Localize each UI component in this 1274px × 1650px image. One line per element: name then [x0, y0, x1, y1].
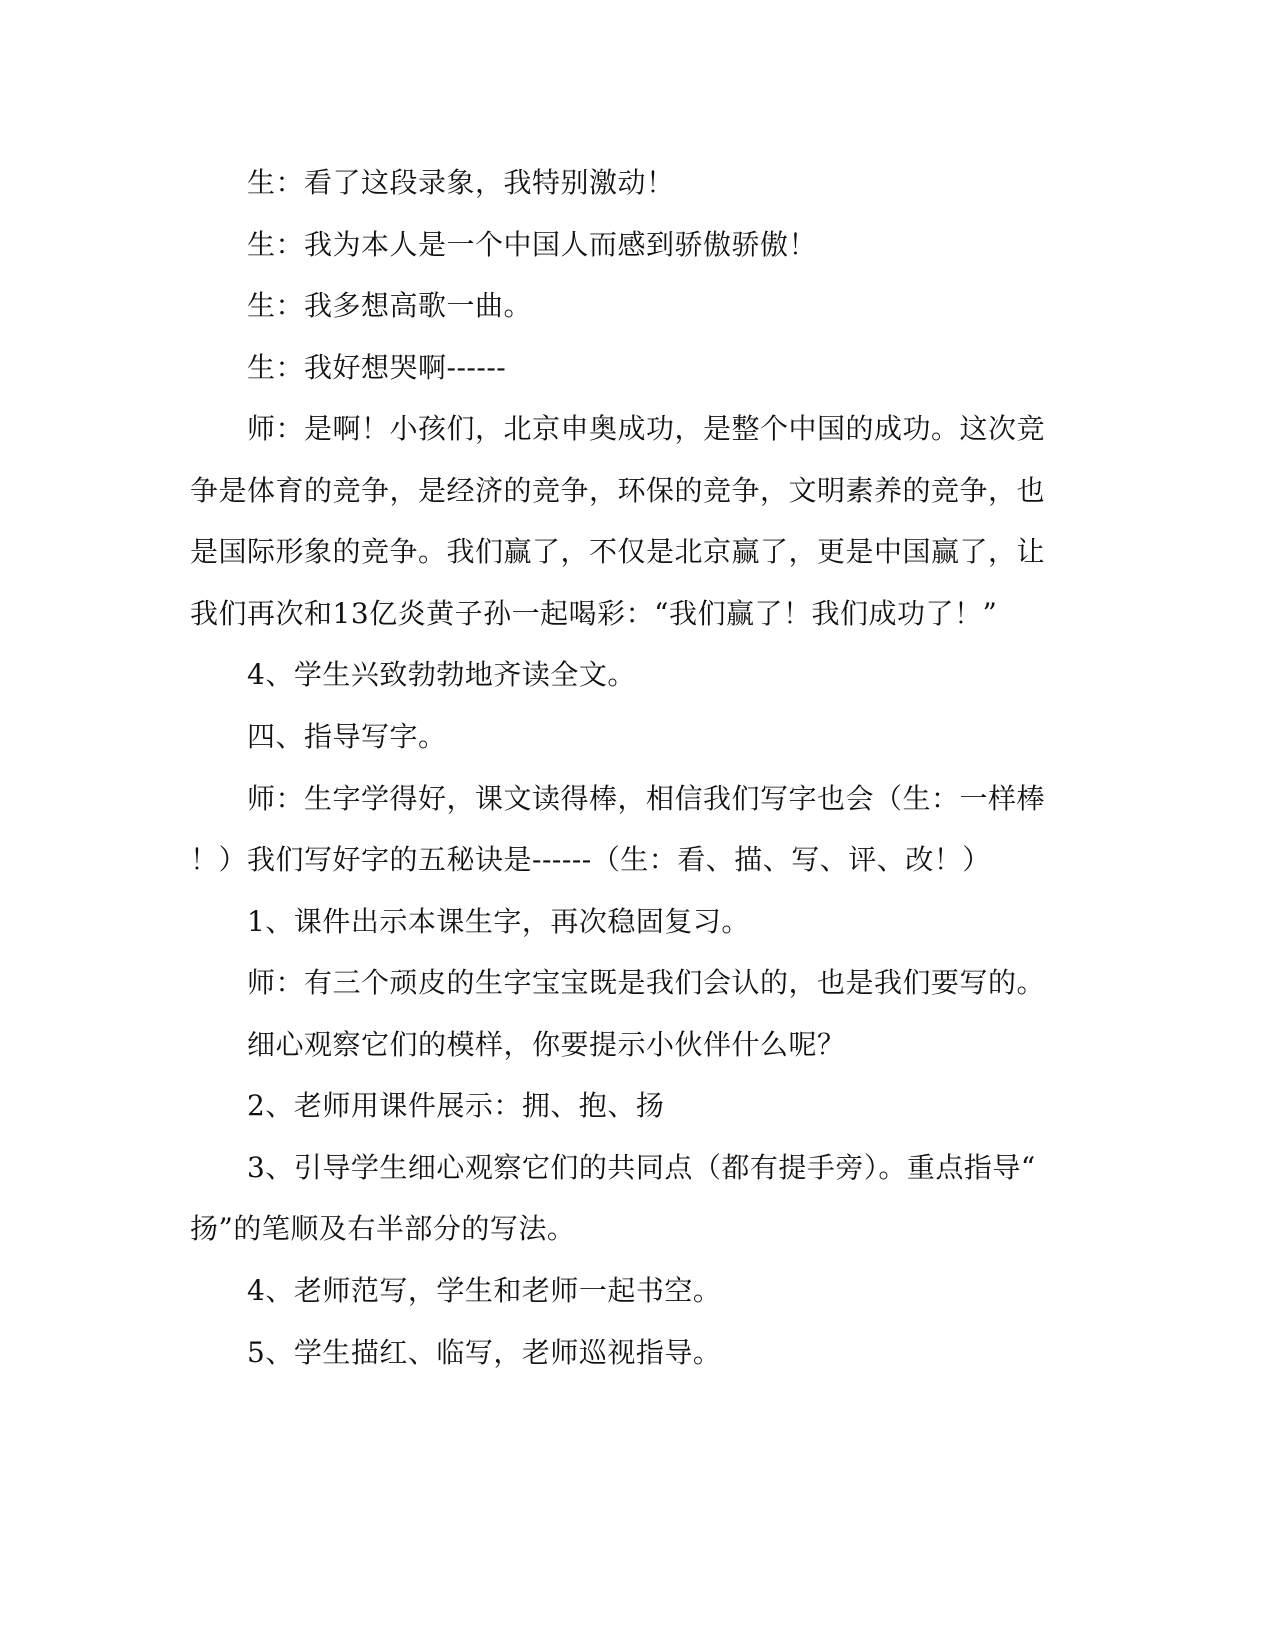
text-line-16: 2、老师用课件展示：拥、抱、扬 [247, 1089, 665, 1122]
text-line-6: 争是体育的竞争，是经济的竞争，环保的竞争，文明素养的竞争，也 [190, 474, 1046, 507]
text-line-7: 是国际形象的竞争。我们赢了，不仅是北京赢了，更是中国赢了，让 [190, 535, 1046, 568]
text-line-4: 生：我好想哭啊------ [247, 351, 507, 384]
text-line-14: 师：有三个顽皮的生字宝宝既是我们会认的，也是我们要写的。 [247, 966, 1046, 999]
text-line-9: 4、学生兴致勃勃地齐读全文。 [247, 658, 636, 691]
text-line-8: 我们再次和13亿炎黄子孙一起喝彩：“我们赢了！我们成功了！” [190, 597, 998, 630]
text-line-12: ！）我们写好字的五秘诀是------（生：看、描、写、评、改！） [190, 843, 991, 876]
text-line-1: 生：看了这段录象，我特别激动！ [247, 166, 675, 199]
text-line-20: 5、学生描红、临写，老师巡视指导。 [247, 1336, 722, 1369]
text-line-13: 1、课件出示本课生字，再次稳固复习。 [247, 905, 750, 938]
text-line-3: 生：我多想高歌一曲。 [247, 289, 533, 322]
text-line-17: 3、引导学生细心观察它们的共同点（都有提手旁）。重点指导“ [247, 1151, 1036, 1184]
text-line-18: 扬”的笔顺及右半部分的写法。 [190, 1212, 576, 1245]
text-line-15: 细心观察它们的模样，你要提示小伙伴什么呢？ [247, 1028, 846, 1061]
text-line-2: 生：我为本人是一个中国人而感到骄傲骄傲！ [247, 228, 818, 261]
text-line-10: 四、指导写字。 [247, 720, 447, 753]
text-line-5: 师：是啊！小孩们，北京申奥成功，是整个中国的成功。这次竞 [247, 412, 1046, 445]
text-line-11: 师：生字学得好，课文读得棒，相信我们写字也会（生：一样棒 [247, 782, 1046, 815]
text-line-19: 4、老师范写，学生和老师一起书空。 [247, 1274, 722, 1307]
